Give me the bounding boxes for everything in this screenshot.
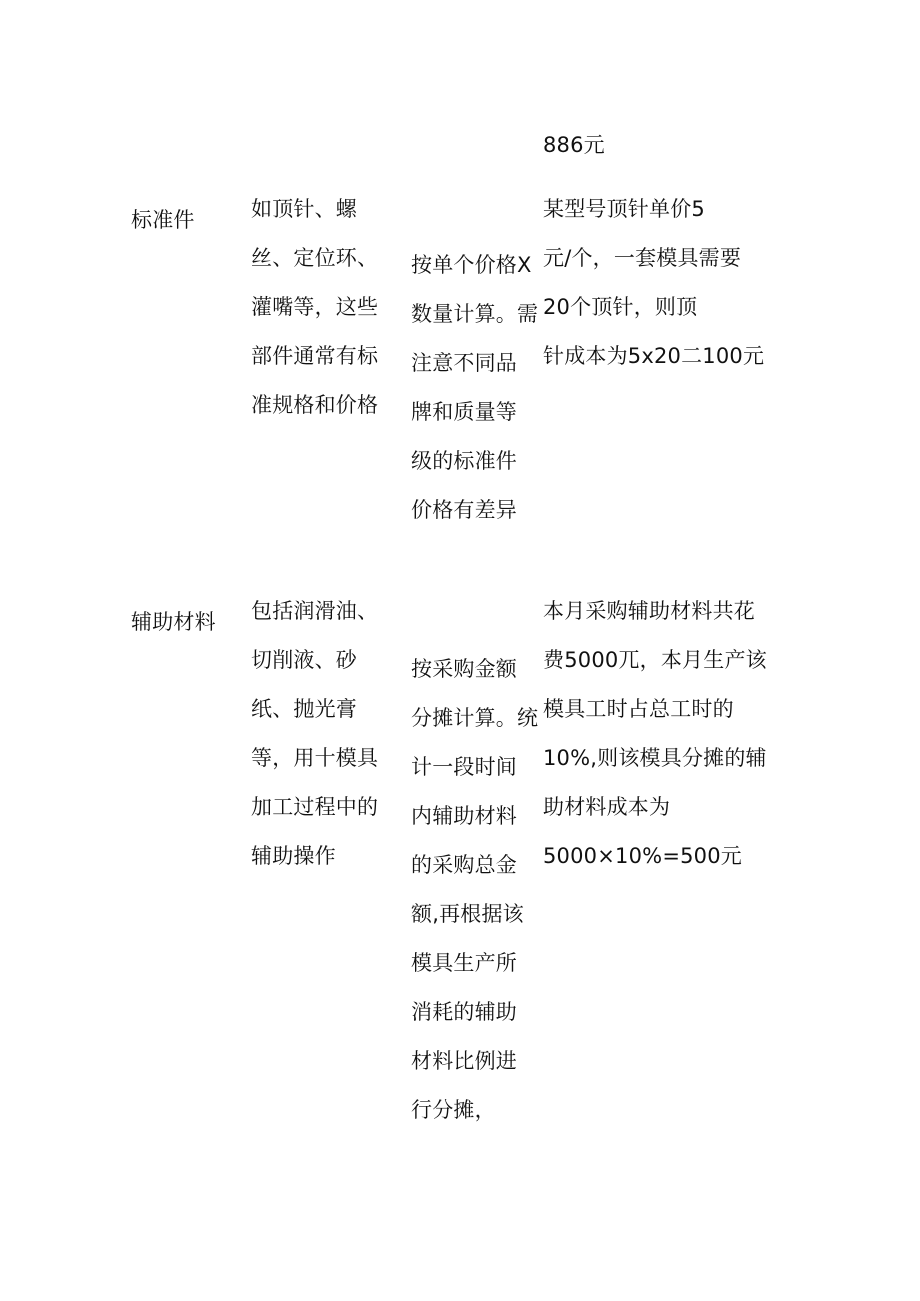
- text-line: 部件通常有标: [251, 344, 379, 368]
- text-line: 灌嘴等，这些: [251, 295, 379, 319]
- method-cell: [411, 645, 541, 1135]
- text-line: 模具工时占总工时的: [543, 697, 734, 721]
- text-line: 模具生产所: [411, 951, 517, 975]
- text-line: 20个顶针，则顶: [543, 295, 698, 319]
- text-line: 注意不同品: [411, 351, 517, 375]
- method-cell: [411, 241, 541, 535]
- text-line: 本月采购辅助材料共花: [543, 599, 755, 623]
- text-line: 如顶针、螺: [251, 197, 357, 221]
- text-line: 某型号顶针单价5: [543, 197, 705, 221]
- text-line: 辅助操作: [251, 844, 336, 868]
- text-line: 行分摊，: [411, 1098, 496, 1122]
- text-line: 数量计算。需: [411, 302, 539, 326]
- text-line: 10%,则该模具分摊的辅: [543, 746, 767, 770]
- text-line: 消耗的辅助: [411, 1000, 517, 1024]
- category-cell: [131, 196, 241, 245]
- category-label: 标准件: [131, 208, 195, 232]
- description-cell: [251, 185, 401, 430]
- text-line: 5000×10%=500元: [543, 844, 742, 868]
- text-line: 计一段时间: [411, 755, 517, 779]
- text-line: 丝、定位环、: [251, 246, 379, 270]
- text-line: 按采购金额: [411, 657, 517, 681]
- text-line: 元/个，一套模具需要: [543, 246, 742, 270]
- text-line: 包括润滑油、: [251, 599, 379, 623]
- text-line: 内辅助材料: [411, 804, 517, 828]
- text-line: 886元: [543, 133, 605, 157]
- text-line: 额,再根据该: [411, 902, 524, 926]
- example-cell: [543, 587, 813, 881]
- text-line: 切削液、砂: [251, 648, 357, 672]
- text-line: 费5000兀，本月生产该: [543, 648, 767, 672]
- category-label: 辅助材料: [131, 610, 216, 634]
- text-line: 级的标准件: [411, 449, 517, 473]
- text-line: 分摊计算。统: [411, 706, 539, 730]
- text-line: 按单个价格X: [411, 253, 532, 277]
- text-line: 准规格和价格: [251, 393, 379, 417]
- category-cell: [131, 598, 241, 647]
- text-line: 牌和质量等: [411, 400, 517, 424]
- text-line: 助材料成本为: [543, 795, 671, 819]
- text-line: 价格有差异: [411, 498, 517, 522]
- text-line: 纸、抛光膏: [251, 697, 357, 721]
- description-cell: [251, 587, 401, 881]
- text-line: 针成本为5x20二100元: [543, 344, 765, 368]
- text-line: 等，用十模具: [251, 746, 379, 770]
- text-line: 加工过程中的: [251, 795, 379, 819]
- carryover-value: [543, 121, 605, 170]
- text-line: 材料比例进: [411, 1049, 517, 1073]
- text-line: 的采购总金: [411, 853, 517, 877]
- example-cell: [543, 185, 813, 381]
